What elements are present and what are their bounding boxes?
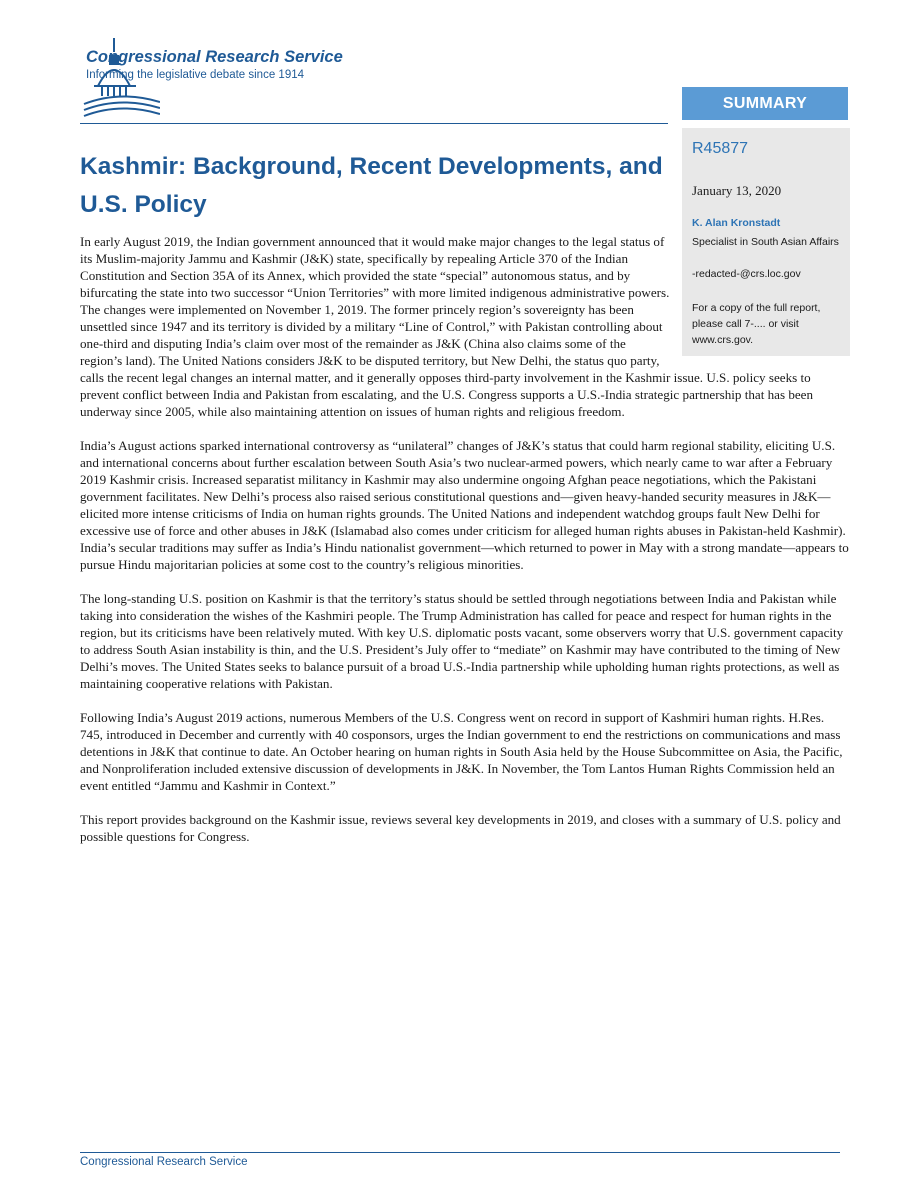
summary-paragraph: This report provides background on the Kashmir issue, reviews several key developments in 2019, and closes with a summary of U.S. policy and possible questions for Congress. xyxy=(80,812,841,844)
author-name: K. Alan Kronstadt xyxy=(692,217,781,229)
author-role: Specialist in South Asian Affairs xyxy=(692,236,839,248)
report-title: Kashmir: Background, Recent Developments, and U.S. Policy xyxy=(80,153,663,218)
org-tagline: Informing the legislative debate since 1914 xyxy=(86,69,305,81)
report-date: January 13, 2020 xyxy=(692,183,782,198)
summary-body xyxy=(80,233,850,862)
footer-divider xyxy=(80,1152,840,1153)
sidebar-wrap-space xyxy=(670,233,850,353)
summary-paragraph: Following India’s August 2019 actions, numerous Members of the U.S. Congress went on record in support of Kashmiri human rights. H.Res. 745, introduced in December and currently with 40 cosponsors, urges the Indian government to end the restrictions on communications and mass detentions in J&K that continue to date. An October hearing on human rights in South Asia held by the House Subcommittee on Asia, the Pacific, and Nonproliferation included extensive discussion of developments in J&K. In November, the Tom Lantos Human Rights Commission held an event entitled “Jammu and Kashmir in Context.” xyxy=(80,710,843,793)
footer-org: Congressional Research Service xyxy=(80,1156,248,1168)
header-divider xyxy=(80,123,668,124)
copy-note: For a copy of the full report, please call 7-.... or visit www.crs.gov. xyxy=(692,302,821,346)
summary-paragraph: In early August 2019, the Indian government announced that it would make major changes to the legal status of its Muslim-majority Jammu and Kashmir (J&K) state, specifically by repealing Article 370 of the Indian Constitution and Section 35A of its Annex, which provided the state “special” autonomous status, and by bifurcating the state into two successor “Union Territories” with more limited indigenous administrative powers. The changes were implemented on November 1, 2019. The former princely region’s sovereignty has been unsettled since 1947 and its territory is divided by a military “Line of Control,” with Pakistan controlling about one-third and disputing India’s claim over most of the remainder as J&K (China also claims some of the region’s land). The United Nations considers J&K to be disputed territory, but New Delhi, the status quo party, calls the recent legal changes an internal matter, and it generally opposes third-party involvement in the Kashmir issue. U.S. policy seeks to prevent conflict between India and Pakistan from escalating, and the U.S. Congress supports a U.S.-India strategic partnership that has been underway since 2005, while also maintaining attention on issues of human rights and religious freedom. xyxy=(80,234,814,419)
summary-paragraph: The long-standing U.S. position on Kashmir is that the territory’s status should be settled through negotiations between India and Pakistan while taking into consideration the wishes of the Kashmiri people. The Trump Administration has called for peace and respect for human rights in the region, but its criticisms have been relatively muted. With key U.S. diplomatic posts vacant, some observers worry that U.S. government capacity to address South Asian instability is thin, and the U.S. President’s July offer to “mediate” on Kashmir may have contributed to the timing of New Delhi’s moves. The United States seeks to balance pursuit of a broad U.S.-India partnership while upholding human rights protections, as well as maintaining cooperative relations with Pakistan. xyxy=(80,591,844,691)
report-number: R45877 xyxy=(692,140,749,157)
summary-tab: SUMMARY xyxy=(682,87,848,120)
author-email: -redacted-@crs.loc.gov xyxy=(692,268,801,280)
summary-paragraph: India’s August actions sparked international controversy as “unilateral” changes of J&K’s status that could harm regional stability, eliciting U.S. and international concerns about further escalation between South Asia’s two nuclear-armed powers, which nearly came to war after a February 2019 Kashmir crisis. Increased separatist militancy in Kashmir may also undermine ongoing Afghan peace negotiations, which the Pakistani government facilitates. New Delhi’s process also raised serious constitutional questions and—given heavy-handed security measures in J&K—elicited more intense criticisms of India on human rights grounds. The United Nations and independent watchdog groups fault New Delhi for excessive use of force and other abuses in J&K (Islamabad also comes under criticism for alleged human rights abuses in Pakistan-held Kashmir). India’s secular traditions may suffer as India’s Hindu nationalist government—which returned to power in May with a strong mandate—appears to pursue Hindu majoritarian policies at some cost to the country’s religious minorities. xyxy=(80,438,849,572)
org-name: Congressional Research Service xyxy=(86,48,343,66)
